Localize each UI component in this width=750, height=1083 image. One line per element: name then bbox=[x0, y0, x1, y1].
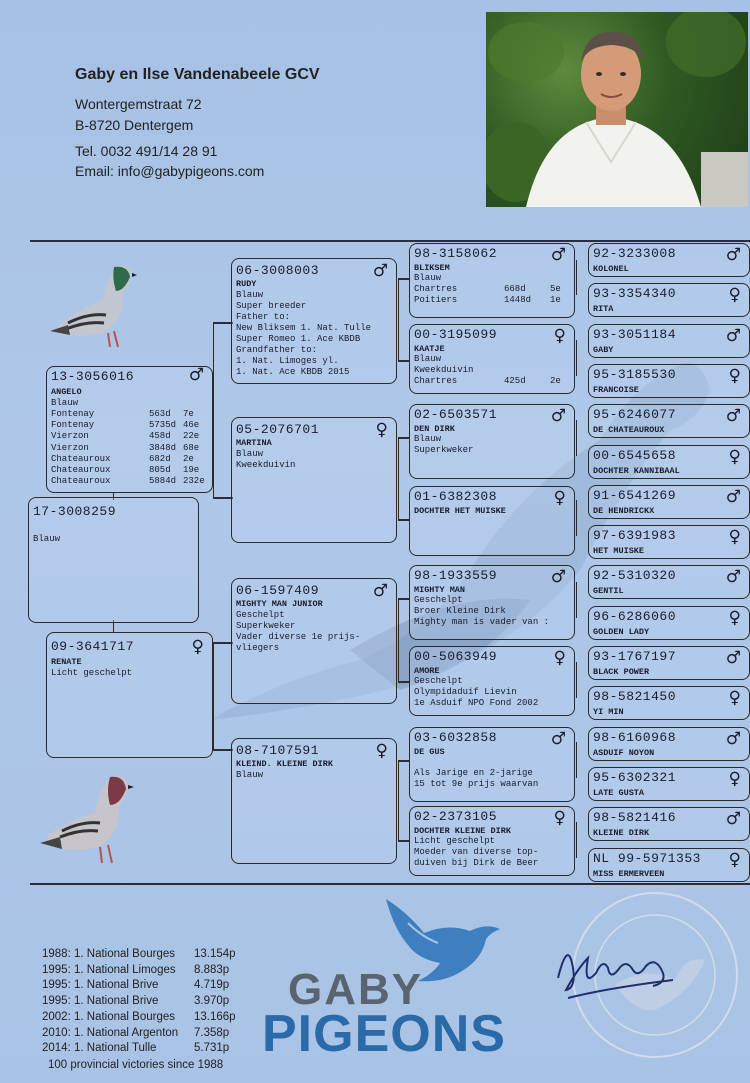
achievement-title: 2002: 1. National Bourges bbox=[42, 1010, 175, 1023]
ring-number: 95-6302321 bbox=[593, 769, 677, 785]
ring-number: 98-6160968 bbox=[593, 729, 677, 745]
pigeon-name: DE CHATEAUROUX bbox=[593, 425, 665, 436]
info-line: Olympidaduif Lievin bbox=[414, 687, 517, 697]
ancestor-box[interactable] bbox=[588, 445, 750, 479]
ancestor-box[interactable] bbox=[588, 767, 750, 801]
male-icon: ♂ bbox=[725, 567, 741, 588]
logo-gaby: GABY bbox=[288, 965, 424, 1014]
info-line: Blauw bbox=[414, 354, 442, 364]
male-icon: ♂ bbox=[725, 728, 741, 749]
prize-distance: 5735d bbox=[149, 420, 177, 431]
male-icon: ♂ bbox=[188, 365, 204, 385]
male-icon: ♂ bbox=[725, 406, 741, 427]
breeder-street: Wontergemstraat 72 bbox=[75, 96, 202, 112]
pigeon-name: KAATJE bbox=[414, 344, 445, 354]
connector bbox=[213, 322, 214, 497]
male-icon: ♂ bbox=[550, 406, 566, 426]
dam-pigeon-image bbox=[40, 765, 140, 870]
dam-box[interactable] bbox=[46, 632, 213, 758]
female-icon: ♀ bbox=[553, 488, 566, 508]
info-line: Broer Kleine Dirk bbox=[414, 606, 506, 616]
ring-number: 98-5821450 bbox=[593, 689, 677, 705]
prize-race: Vierzon bbox=[51, 431, 89, 442]
prize-race: Chateauroux bbox=[51, 465, 111, 475]
male-icon: ♂ bbox=[550, 729, 566, 749]
great-grandparent-box[interactable] bbox=[409, 243, 575, 318]
pigeon-name: MIGHTY MAN JUNIOR bbox=[236, 599, 323, 609]
achievement-count: 5.731p bbox=[194, 1042, 230, 1055]
info-line: duiven bij Dirk de Beer bbox=[414, 858, 539, 868]
prize-distance: 563d bbox=[149, 409, 171, 419]
ring-number: 91-6541269 bbox=[593, 487, 677, 503]
ring-number: 98-3158062 bbox=[414, 246, 498, 261]
achievement-title: 1995: 1. National Brive bbox=[42, 995, 159, 1008]
pigeon-name: GABY bbox=[593, 344, 614, 355]
info-line: Super Romeo 1. Ace KBDB bbox=[236, 334, 361, 344]
ring-number: 01-6382308 bbox=[414, 489, 498, 504]
ancestor-box[interactable] bbox=[588, 324, 750, 358]
ancestor-box[interactable] bbox=[588, 807, 750, 841]
ring-number: 00-6545658 bbox=[593, 447, 677, 463]
breeder-phone: Tel. 0032 491/14 28 91 bbox=[75, 143, 218, 159]
pigeon-name: DOCHTER HET MUISKE bbox=[414, 506, 506, 516]
female-icon: ♀ bbox=[553, 648, 566, 668]
great-grandparent-box[interactable] bbox=[409, 324, 575, 394]
info-line: Moeder van diverse top- bbox=[414, 847, 539, 857]
top-divider bbox=[30, 240, 750, 242]
ancestor-box[interactable] bbox=[588, 727, 750, 761]
achievement-count: 13.154p bbox=[194, 948, 236, 960]
victories-text: 100 provincial victories since 1988 bbox=[48, 1059, 224, 1071]
female-icon: ♀ bbox=[553, 808, 566, 828]
male-icon: ♂ bbox=[372, 581, 388, 601]
info-line: Blauw bbox=[414, 434, 442, 444]
color-text: Blauw bbox=[33, 534, 61, 544]
breeder-email[interactable]: Email: info@gabypigeons.com bbox=[75, 163, 265, 179]
ring-number: 02-2373105 bbox=[414, 809, 498, 824]
info-line: Grandfather to: bbox=[236, 345, 318, 355]
prize-place: 2e bbox=[550, 376, 561, 386]
male-icon: ♂ bbox=[372, 261, 388, 281]
pigeon-name: AMORE bbox=[414, 666, 440, 676]
color-text: Blauw bbox=[51, 398, 79, 408]
ring-number: 95-3185530 bbox=[593, 366, 677, 382]
female-icon: ♀ bbox=[375, 741, 388, 761]
info-line: Blauw bbox=[236, 770, 264, 780]
grandparent-box[interactable] bbox=[231, 578, 397, 704]
ring-number: 98-5821416 bbox=[593, 810, 677, 826]
great-grandparent-box[interactable] bbox=[409, 806, 575, 876]
ancestor-box[interactable] bbox=[588, 565, 750, 599]
logo-pigeons: PIGEONS bbox=[262, 1005, 506, 1063]
prize-place: 19e bbox=[183, 465, 200, 475]
male-icon: ♂ bbox=[550, 245, 566, 265]
pigeon-name: DE GUS bbox=[414, 747, 445, 757]
male-icon: ♂ bbox=[725, 809, 741, 830]
ring-number: 92-5310320 bbox=[593, 568, 677, 584]
info-line: vliegers bbox=[236, 643, 280, 653]
info-line: Blauw bbox=[414, 273, 442, 283]
ring-number: 08-7107591 bbox=[236, 743, 320, 758]
pigeon-name: MISS ERMERVEEN bbox=[593, 868, 665, 879]
pigeon-name: MIGHTY MAN bbox=[414, 585, 466, 595]
info-line: Superkweker bbox=[414, 445, 474, 455]
info-line: Super breeder bbox=[236, 301, 307, 311]
female-icon: ♀ bbox=[728, 768, 741, 789]
great-grandparent-box[interactable] bbox=[409, 646, 575, 716]
great-grandparent-box[interactable] bbox=[409, 565, 575, 640]
prize-distance: 668d bbox=[504, 284, 526, 294]
prize-race: Chateauroux bbox=[51, 453, 111, 464]
pigeon-name: HET MUISKE bbox=[593, 546, 645, 557]
ring-number: 06-1597409 bbox=[236, 583, 320, 598]
grandparent-box[interactable] bbox=[231, 417, 397, 543]
male-icon: ♂ bbox=[725, 648, 741, 668]
prize-place: 232e bbox=[183, 476, 205, 487]
sire-box[interactable] bbox=[46, 366, 213, 493]
male-icon: ♂ bbox=[725, 325, 741, 346]
info-line: Kweekduivin bbox=[414, 365, 474, 375]
info-line: 1. Nat. Limoges yl. bbox=[236, 356, 339, 366]
prize-race: Chartres bbox=[414, 284, 458, 294]
ancestor-box[interactable] bbox=[588, 525, 750, 559]
prize-place: 68e bbox=[183, 442, 200, 453]
prize-place: 2e bbox=[183, 453, 194, 464]
info-line: Father to: bbox=[236, 312, 291, 322]
prize-distance: 5884d bbox=[149, 476, 177, 487]
prize-race: Poitiers bbox=[414, 295, 458, 305]
prize-race: Vierzon bbox=[51, 442, 89, 453]
pigeon-name: RUDY bbox=[236, 279, 257, 289]
pigeon-name: KLEIND. KLEINE DIRK bbox=[236, 759, 333, 769]
prize-place: 5e bbox=[550, 284, 561, 294]
pigeon-name: ANGELO bbox=[51, 387, 82, 397]
pigeon-name: KLEINE DIRK bbox=[593, 828, 650, 839]
prize-distance: 425d bbox=[504, 376, 526, 386]
ring-number: 05-2076701 bbox=[236, 422, 320, 437]
ring-number: 06-3008003 bbox=[236, 263, 320, 278]
pigeon-name: BLACK POWER bbox=[593, 667, 650, 677]
female-icon: ♀ bbox=[728, 849, 741, 870]
prize-race: Fontenay bbox=[51, 409, 95, 419]
breeder-city: B-8720 Dentergem bbox=[75, 117, 194, 133]
achievement-title: 1988: 1. National Bourges bbox=[42, 948, 175, 960]
prize-race: Fontenay bbox=[51, 420, 95, 431]
achievement-count: 4.719p bbox=[194, 979, 230, 992]
pigeon-name: KOLONEL bbox=[593, 264, 629, 274]
prize-place: 46e bbox=[183, 420, 200, 431]
ring-number: NL 99-5971353 bbox=[593, 850, 701, 866]
prize-race: Chartres bbox=[414, 376, 458, 386]
female-icon: ♀ bbox=[728, 688, 741, 709]
pigeon-name: LATE GUSTA bbox=[593, 787, 645, 798]
breeder-name: Gaby en Ilse Vandenabeele GCV bbox=[75, 66, 320, 83]
info-line: Geschelpt bbox=[236, 610, 285, 620]
breeder-photo bbox=[486, 12, 748, 207]
ancestor-box[interactable] bbox=[588, 646, 750, 680]
info-line: 15 tot 9e prijs waarvan bbox=[414, 779, 539, 789]
ancestor-box[interactable] bbox=[588, 243, 750, 277]
achievement-count: 8.883p bbox=[194, 963, 230, 976]
pedigree-subject-box[interactable] bbox=[28, 497, 199, 623]
info-line: Geschelpt bbox=[414, 595, 463, 605]
ring-number: 93-1767197 bbox=[593, 649, 677, 664]
ancestor-box[interactable] bbox=[588, 485, 750, 519]
ring-number: 17-3008259 bbox=[33, 504, 117, 519]
ring-number: 93-3354340 bbox=[593, 286, 677, 302]
prize-distance: 458d bbox=[149, 431, 171, 442]
info-line: Blauw bbox=[236, 449, 264, 459]
ring-number: 96-6286060 bbox=[593, 608, 677, 624]
great-grandparent-box[interactable] bbox=[409, 486, 575, 556]
female-icon: ♀ bbox=[191, 637, 204, 657]
info-line: Mighty man is vader van : bbox=[414, 617, 550, 627]
achievement-count: 7.358p bbox=[194, 1026, 230, 1039]
female-icon: ♀ bbox=[728, 285, 741, 306]
prize-race: Chateauroux bbox=[51, 476, 111, 487]
female-icon: ♀ bbox=[375, 420, 388, 440]
ring-number: 03-6032858 bbox=[414, 730, 498, 745]
prize-distance: 805d bbox=[149, 465, 171, 475]
color-text: Licht geschelpt bbox=[51, 668, 133, 678]
male-icon: ♂ bbox=[725, 245, 741, 265]
ring-number: 97-6391983 bbox=[593, 528, 677, 544]
info-line: 1e Asduif NPO Fond 2002 bbox=[414, 698, 539, 708]
ancestor-box[interactable] bbox=[588, 686, 750, 720]
pigeon-name: RITA bbox=[593, 304, 614, 315]
ancestor-box[interactable] bbox=[588, 404, 750, 438]
pigeon-name: BLIKSEM bbox=[414, 263, 450, 273]
ancestor-box[interactable] bbox=[588, 283, 750, 317]
ancestor-box[interactable] bbox=[588, 364, 750, 398]
female-icon: ♀ bbox=[728, 446, 741, 467]
info-line: Blauw bbox=[236, 290, 264, 300]
ring-number: 09-3641717 bbox=[51, 639, 135, 654]
grandparent-box[interactable] bbox=[231, 258, 397, 384]
ancestor-box[interactable] bbox=[588, 606, 750, 640]
achievement-count: 3.970p bbox=[194, 995, 230, 1008]
info-line: New Bliksem 1. Nat. Tulle bbox=[236, 323, 372, 333]
prize-distance: 1448d bbox=[504, 295, 532, 305]
ring-number: 95-6246077 bbox=[593, 407, 677, 423]
ring-number: 93-3051184 bbox=[593, 326, 677, 342]
ancestor-box[interactable] bbox=[588, 848, 750, 882]
ring-number: 98-1933559 bbox=[414, 568, 498, 583]
male-icon: ♂ bbox=[725, 486, 741, 507]
pigeon-name: FRANCOISE bbox=[593, 384, 639, 395]
info-line: Licht geschelpt bbox=[414, 836, 496, 846]
ring-number: 00-5063949 bbox=[414, 649, 498, 664]
male-icon: ♂ bbox=[550, 567, 566, 587]
info-line: Vader diverse 1e prijs- bbox=[236, 632, 361, 642]
great-grandparent-box[interactable] bbox=[409, 404, 575, 479]
ring-number: 92-3233008 bbox=[593, 246, 677, 261]
female-icon: ♀ bbox=[728, 607, 741, 628]
info-line: Als Jarige en 2-jarige bbox=[414, 768, 533, 778]
ring-number: 00-3195099 bbox=[414, 327, 498, 342]
great-grandparent-box[interactable] bbox=[409, 727, 575, 802]
pigeon-name: DOCHTER KANNIBAAL bbox=[593, 465, 680, 476]
pigeon-name: DOCHTER KLEINE DIRK bbox=[414, 826, 511, 836]
achievement-title: 2010: 1. National Argenton bbox=[42, 1026, 179, 1039]
pigeon-name: DE HENDRICKX bbox=[593, 505, 655, 516]
info-line: Geschelpt bbox=[414, 676, 463, 686]
info-line: 1. Nat. Ace KBDB 2015 bbox=[236, 367, 350, 377]
pigeon-name: DEN DIRK bbox=[414, 424, 455, 434]
ring-number: 13-3056016 bbox=[51, 369, 135, 384]
info-line: Superkweker bbox=[236, 621, 296, 631]
achievement-title: 2014: 1. National Tulle bbox=[42, 1042, 157, 1055]
prize-distance: 682d bbox=[149, 453, 171, 464]
pigeon-name: ASDUIF NOYON bbox=[593, 747, 655, 758]
prize-distance: 3848d bbox=[149, 442, 177, 453]
achievement-title: 1995: 1. National Brive bbox=[42, 979, 159, 992]
female-icon: ♀ bbox=[728, 527, 741, 548]
pigeon-name: GOLDEN LADY bbox=[593, 626, 650, 637]
achievement-count: 13.166p bbox=[194, 1010, 236, 1023]
sire-pigeon-image bbox=[48, 255, 138, 355]
pigeon-name: MARTINA bbox=[236, 438, 272, 448]
female-icon: ♀ bbox=[553, 326, 566, 346]
signature bbox=[548, 928, 678, 1008]
pigeon-name: YI MIN bbox=[593, 707, 624, 718]
ring-number: 02-6503571 bbox=[414, 407, 498, 422]
info-line: Kweekduivin bbox=[236, 460, 296, 470]
pigeon-name: RENATE bbox=[51, 657, 82, 667]
pigeon-name: GENTIL bbox=[593, 586, 624, 597]
prize-place: 7e bbox=[183, 409, 194, 419]
grandparent-box[interactable] bbox=[231, 738, 397, 864]
female-icon: ♀ bbox=[728, 365, 741, 386]
connector bbox=[213, 642, 214, 749]
achievement-title: 1995: 1. National Limoges bbox=[42, 963, 176, 976]
prize-place: 22e bbox=[183, 431, 200, 442]
prize-place: 1e bbox=[550, 295, 561, 305]
